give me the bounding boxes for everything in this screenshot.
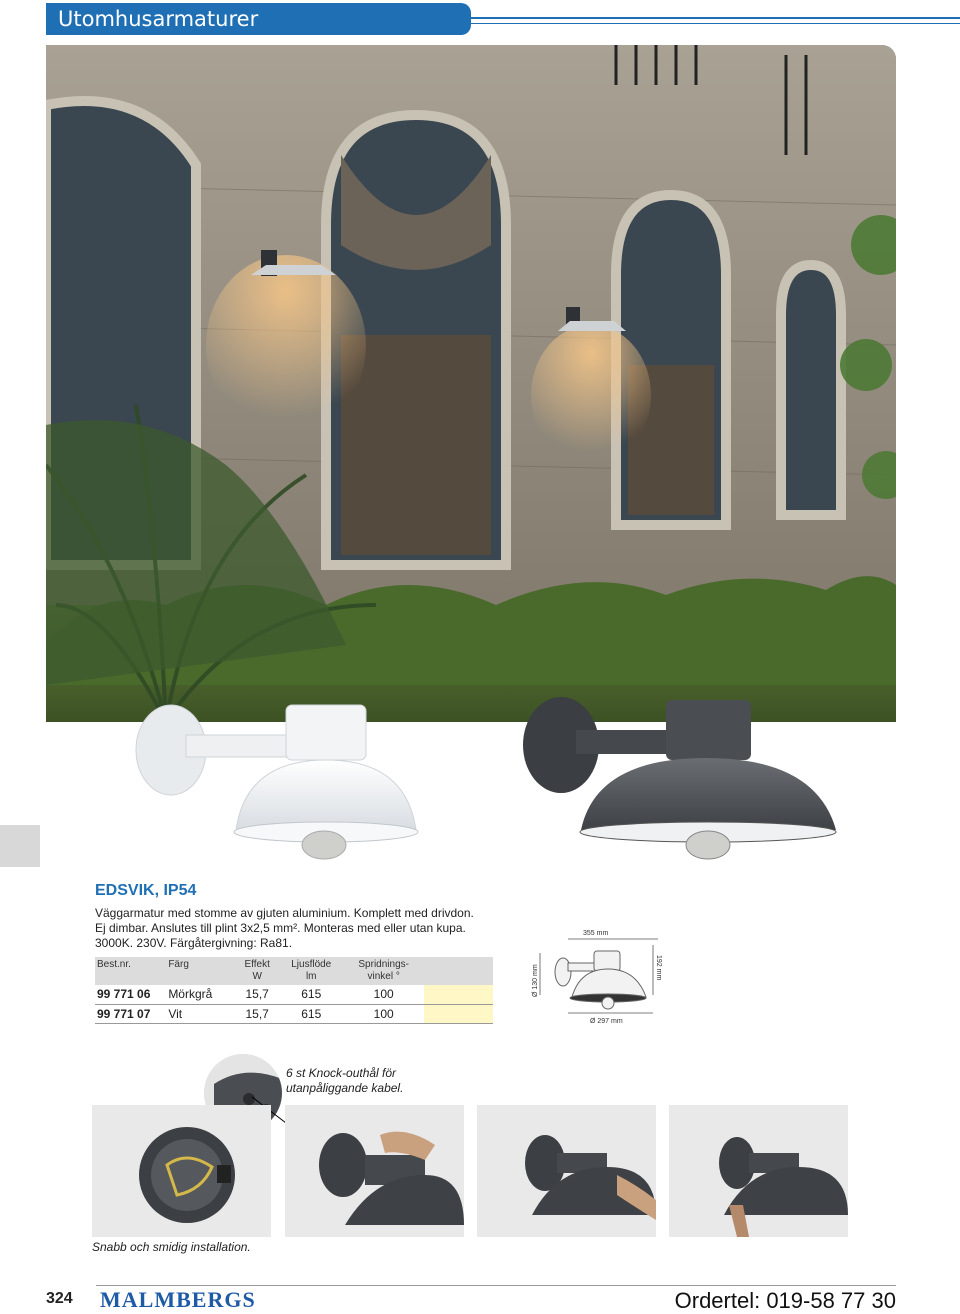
side-tab-marker xyxy=(0,825,40,867)
angle-cell: 100 xyxy=(343,1004,424,1023)
article-number: 99 771 07 xyxy=(95,1004,166,1023)
shade-diameter-label: Ø 297 mm xyxy=(590,1018,623,1025)
description-line: Väggarmatur med stomme av gjuten aluminium. Komplett med drivdon. xyxy=(95,906,474,920)
column-header: Best.nr. xyxy=(97,959,131,970)
column-header: Ljusflöde lm xyxy=(291,959,332,982)
order-phone: Ordertel: 019-58 77 30 xyxy=(674,1288,896,1313)
column-header: Effekt W xyxy=(244,959,270,982)
install-photo-2 xyxy=(285,1105,464,1237)
product-description xyxy=(95,906,515,951)
color-cell: Mörkgrå xyxy=(166,985,235,1004)
effect-cell: 15,7 xyxy=(235,1004,279,1023)
section-title: Utomhusarmaturer xyxy=(58,7,259,31)
white-lamp-image xyxy=(136,705,418,859)
install-caption: Snabb och smidig installation. xyxy=(92,1240,251,1254)
column-header: Färg xyxy=(168,959,189,970)
spec-table xyxy=(95,957,493,1024)
height-label: 192 mm xyxy=(655,955,662,981)
color-cell: Vit xyxy=(166,1004,235,1023)
building-photo xyxy=(46,45,896,722)
order-cell xyxy=(424,1004,493,1023)
dimension-drawing xyxy=(528,925,668,1030)
width-label: 355 mm xyxy=(583,930,609,937)
column-header xyxy=(424,957,493,985)
header-rule-thin xyxy=(471,23,960,24)
product-images xyxy=(46,690,896,870)
footer-rule xyxy=(96,1285,896,1286)
product-title: EDSVIK, IP54 xyxy=(95,882,197,899)
order-cell xyxy=(424,985,493,1004)
description-line: Ej dimbar. Anslutes till plint 3x2,5 mm². Monteras med eller utan kupa. xyxy=(95,921,466,935)
article-number: 99 771 06 xyxy=(95,985,166,1004)
table-row xyxy=(95,1004,493,1023)
mount-diameter-label: Ø 130 mm xyxy=(532,964,539,997)
description-line: 3000K. 230V. Färgåtergivning: Ra81. xyxy=(95,936,293,950)
table-row xyxy=(95,985,493,1004)
effect-cell: 15,7 xyxy=(235,985,279,1004)
table-header-row xyxy=(95,957,493,985)
flux-cell: 615 xyxy=(279,1004,343,1023)
install-photo-3 xyxy=(477,1105,656,1237)
section-header xyxy=(46,3,471,35)
header-rule xyxy=(471,17,960,19)
install-photo-4 xyxy=(669,1105,848,1237)
knockout-caption: 6 st Knock-outhål för utanpåliggande kabel. xyxy=(286,1066,404,1095)
page-number: 324 xyxy=(46,1290,73,1307)
flux-cell: 615 xyxy=(279,985,343,1004)
grey-lamp-image xyxy=(523,697,836,859)
install-photo-1 xyxy=(92,1105,271,1237)
brand-logo: MALMBERGS xyxy=(100,1287,256,1312)
angle-cell: 100 xyxy=(343,985,424,1004)
column-header: Spridnings- vinkel ° xyxy=(358,959,409,982)
